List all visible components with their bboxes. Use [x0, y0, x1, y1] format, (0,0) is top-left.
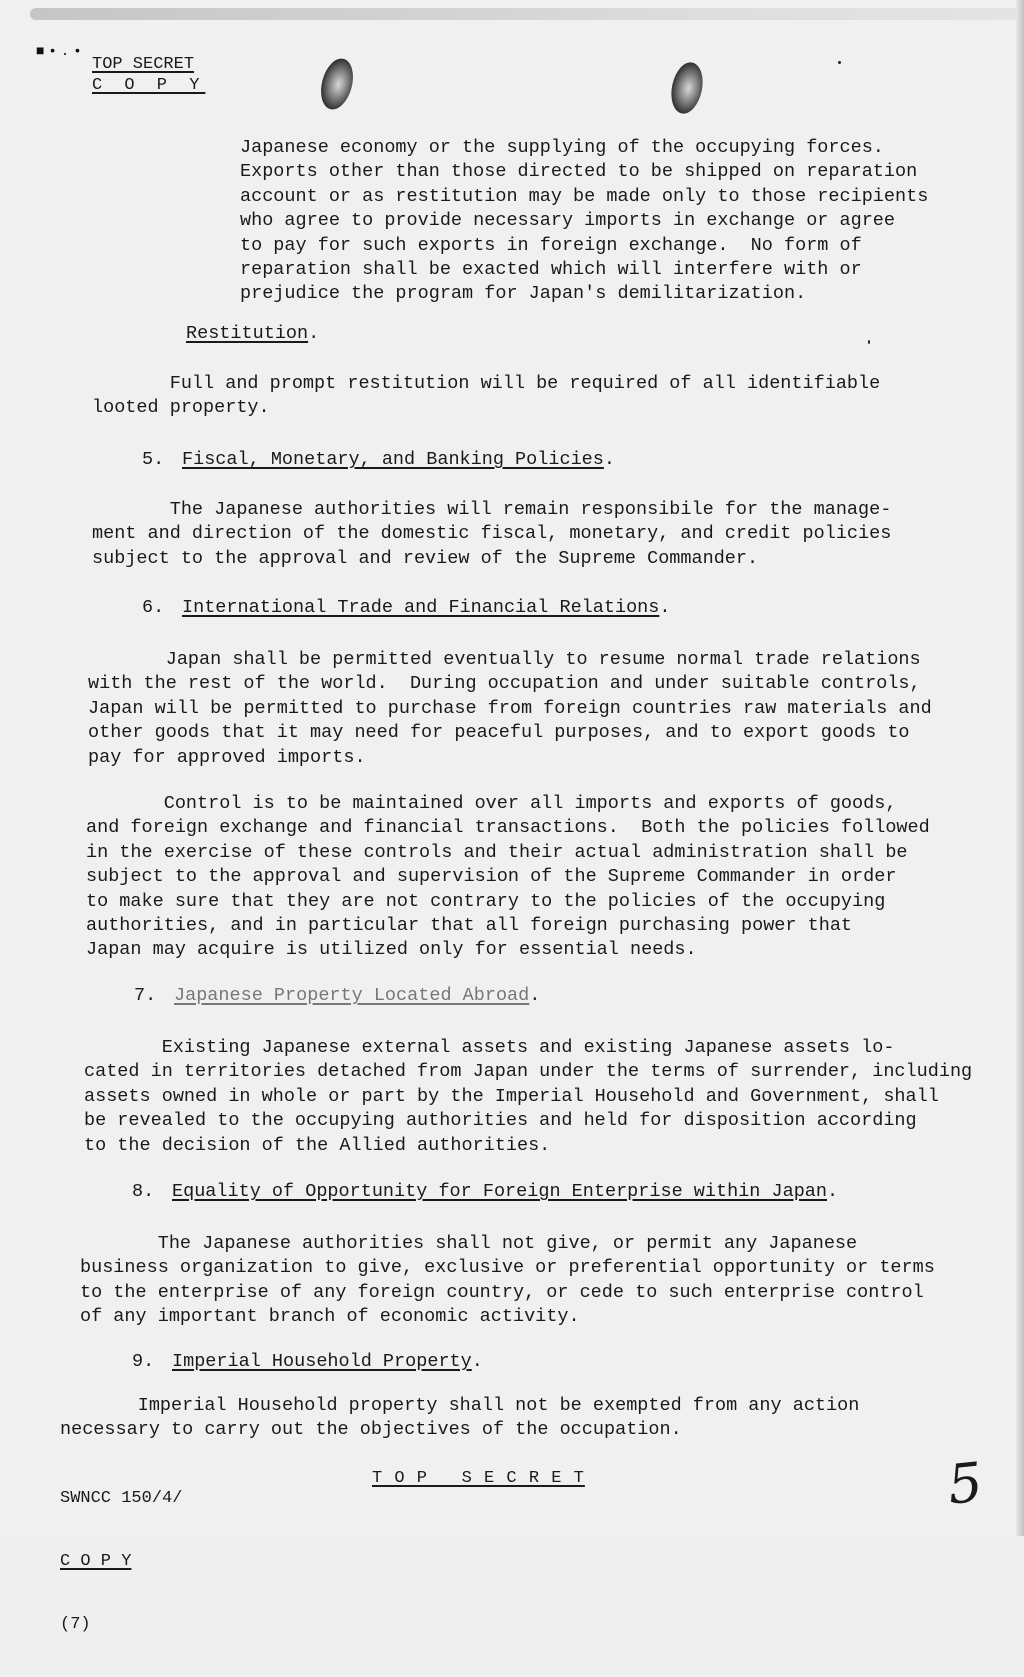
binder-hole-left: [316, 55, 358, 113]
punch-dots: ■•.•: [36, 44, 86, 60]
copy-mark-top: C O P Y: [92, 76, 206, 95]
section-8-heading: 8. Equality of Opportunity for Foreign Enterprise within Japan.: [132, 1181, 839, 1202]
text-line: looted property.: [92, 397, 270, 419]
scan-smudge: [30, 8, 1020, 20]
handwritten-page-number: 5: [944, 1450, 986, 1517]
heading-title: Restitution: [186, 323, 309, 344]
copy-mark-bottom: C O P Y: [60, 1552, 132, 1571]
text-line: assets owned in whole or part by the Imperial Household and Government, shall: [84, 1085, 939, 1107]
continuation-paragraph: [240, 136, 928, 307]
text-line: to make sure that they are not contrary to the policies of the occupying: [86, 890, 886, 912]
section-title: Equality of Opportunity for Foreign Enterprise within Japan: [172, 1181, 828, 1202]
text-line: Japan will be permitted to purchase from foreign countries raw materials and: [88, 697, 932, 719]
scan-speck: [838, 61, 841, 64]
text-line: Imperial Household property shall not be exempted from any action: [60, 1395, 860, 1416]
section-9-heading: 9. Imperial Household Property.: [132, 1351, 483, 1372]
text-line: subject to the approval and supervision of the Supreme Commander in order: [86, 866, 897, 888]
text-line: account or as restitution may be made only to those recipients: [240, 185, 929, 207]
section-6-heading: 6. International Trade and Financial Relations.: [142, 597, 671, 618]
text-line: Control is to be maintained over all imports and exports of goods,: [86, 793, 897, 814]
text-line: Full and prompt restitution will be required of all identifiable: [92, 373, 881, 394]
section-number: 5.: [142, 449, 165, 470]
section-number: 7.: [134, 985, 157, 1006]
text-line: Japanese economy or the supplying of the occupying forces.: [240, 137, 884, 158]
text-line: to the enterprise of any foreign country, or cede to such enterprise control: [80, 1281, 924, 1303]
section-7-paragraph: [84, 1036, 972, 1158]
section-title: Japanese Property Located Abroad: [174, 985, 530, 1006]
text-line: ment and direction of the domestic fiscal, monetary, and credit policies: [92, 523, 892, 545]
restitution-paragraph: [92, 372, 880, 421]
text-line: be revealed to the occupying authorities and held for disposition according: [84, 1110, 917, 1132]
footer-left-block: [60, 1446, 182, 1677]
text-line: The Japanese authorities will remain responsibile for the manage-: [92, 499, 892, 520]
text-line: necessary to carry out the objectives of the occupation.: [60, 1419, 682, 1441]
text-line: Exports other than those directed to be shipped on reparation: [240, 161, 918, 183]
text-line: Japan may acquire is utilized only for essential needs.: [86, 939, 697, 961]
section-9-paragraph: [60, 1394, 859, 1443]
text-line: subject to the approval and review of the Supreme Commander.: [92, 547, 759, 569]
text-line: to the decision of the Allied authorities.: [84, 1134, 551, 1156]
section-number: 8.: [132, 1181, 155, 1202]
document-reference: SWNCC 150/4/: [60, 1489, 183, 1508]
text-line: reparation shall be exacted which will interfere with or: [240, 259, 862, 281]
text-line: business organization to give, exclusive or preferential opportunity or terms: [80, 1257, 935, 1279]
page-edge-shadow: [1016, 0, 1024, 1536]
restitution-heading: Restitution.: [186, 323, 320, 344]
section-title: Fiscal, Monetary, and Banking Policies: [182, 449, 604, 470]
header-classification-block: [92, 54, 205, 96]
text-line: Existing Japanese external assets and existing Japanese assets lo-: [84, 1037, 895, 1058]
section-8-paragraph: [80, 1232, 935, 1330]
text-line: other goods that it may need for peaceful purposes, and to export goods to: [88, 722, 910, 744]
text-line: authorities, and in particular that all foreign purchasing power that: [86, 915, 853, 937]
text-line: to pay for such exports in foreign exchange. No form of: [240, 234, 862, 256]
text-line: and foreign exchange and financial transactions. Both the policies followed: [86, 817, 930, 839]
section-number: 6.: [142, 597, 165, 618]
section-5-heading: 5. Fiscal, Monetary, and Banking Policies.: [142, 449, 615, 470]
text-line: prejudice the program for Japan's demilitarization.: [240, 283, 807, 305]
classification-top: TOP SECRET: [92, 55, 195, 74]
section-title: Imperial Household Property: [172, 1351, 472, 1372]
text-line: in the exercise of these controls and their actual administration shall be: [86, 841, 908, 863]
section-5-paragraph: [92, 498, 891, 571]
text-line: The Japanese authorities shall not give, or permit any Japanese: [80, 1233, 858, 1254]
classification-bottom: T O P S E C R E T: [372, 1469, 585, 1488]
section-number: 9.: [132, 1351, 155, 1372]
text-line: with the rest of the world. During occupation and under suitable controls,: [88, 673, 921, 695]
section-6-paragraph-1: [88, 648, 932, 770]
section-title: International Trade and Financial Relations: [182, 597, 660, 618]
text-line: of any important branch of economic activity.: [80, 1306, 580, 1328]
text-line: Japan shall be permitted eventually to resume normal trade relations: [88, 649, 921, 670]
text-line: who agree to provide necessary imports in exchange or agree: [240, 210, 896, 232]
copy-number: (7): [60, 1615, 91, 1634]
text-line: pay for approved imports.: [88, 746, 366, 768]
section-6-paragraph-2: [86, 792, 930, 963]
section-7-heading: 7. Japanese Property Located Abroad.: [134, 985, 541, 1006]
binder-hole-right: [667, 59, 707, 116]
text-line: cated in territories detached from Japan under the terms of surrender, including: [84, 1061, 973, 1083]
scan-speck: [868, 340, 870, 344]
